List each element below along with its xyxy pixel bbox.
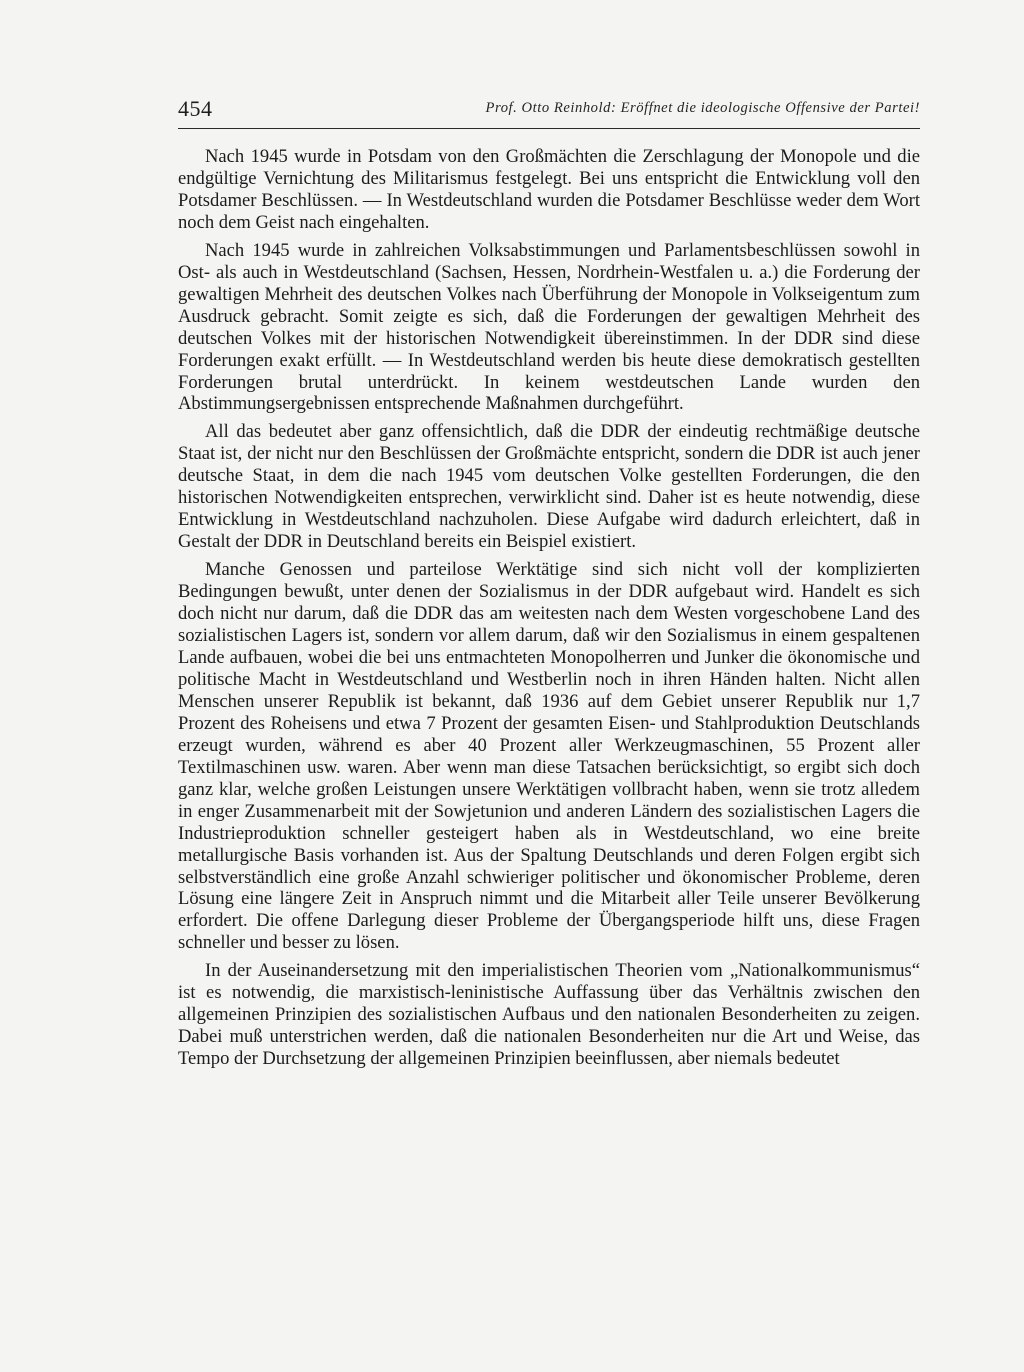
paragraph-2: Nach 1945 wurde in zahlreichen Volksabstimmungen und Parlamentsbeschlüssen sowohl in Ost- als auch in Westdeutschland (Sachsen, Hessen, Nordrhein-Westfalen u. a.) die Forderung der gewaltigen Mehrheit des deutschen Volkes nach Überführung der Monopole in Volkseigentum zum Ausdruck gebracht. Somit zeigte es sich, daß die Forderungen der gewaltigen Mehrheit des deutschen Volkes mit der historischen Notwendigkeit übereinstimmen. In der DDR sind diese Forderungen exakt erfüllt. — In Westdeutschland werden bis heute diese demokratisch gestellten Forderungen brutal unterdrückt. In keinem westdeutschen Lande wurden den Abstimmungsergebnissen entsprechende Maßnahmen durchgeführt. — [178, 239, 920, 415]
paragraph-3: All das bedeutet aber ganz offensichtlich, daß die DDR der eindeutig rechtmäßige deutsche Staat ist, der nicht nur den Beschlüssen der Großmächte entspricht, sondern die DDR ist auch jener deutsche Staat, in dem die nach 1945 vom deutschen Volke gestellten Forderungen, die den historischen Notwendigkeiten entsprechen, verwirklicht sind. Daher ist es heute notwendig, diese Entwicklung in Westdeutschland nachzuholen. Diese Aufgabe wird dadurch erleichtert, daß in Gestalt der DDR in Deutschland bereits ein Beispiel existiert. — [178, 421, 920, 553]
paragraph-1: Nach 1945 wurde in Potsdam von den Großmächten die Zerschlagung der Monopole und die endgültige Vernichtung des Militarismus festgelegt. Bei uns entspricht die Entwicklung voll den Potsdamer Beschlüssen. — In Westdeutschland wurden die Potsdamer Beschlüsse weder dem Wort noch dem Geist nach eingehalten. — [178, 146, 920, 233]
page-header — [178, 96, 920, 129]
page-number: 454 — [178, 96, 213, 121]
paragraph-4: Manche Genossen und parteilose Werktätige sind sich nicht voll der komplizierten Bedingungen bewußt, unter denen der Sozialismus in der DDR aufgebaut wird. Handelt es sich doch nicht nur darum, daß die DDR das am weitesten nach dem Westen vorgeschobene Land des sozialistischen Lagers ist, sondern vor allem darum, daß wir den Sozialismus in einem gespaltenen Lande aufbauen, wobei die bei uns entmachteten Monopolherren und Junker die ökonomische und politische Macht in Westdeutschland und Westberlin noch in ihren Händen halten. Nicht allen Menschen unserer Republik ist bekannt, daß 1936 auf dem Gebiet unserer Republik nur 1,7 Prozent des Roheisens und etwa 7 Prozent der gesamten Eisen- und Stahlproduktion Deutschlands erzeugt wurden, während es aber 40 Prozent aller Werkzeugmaschinen, 55 Prozent aller Textilmaschinen usw. waren. Aber wenn man diese Tatsachen berücksichtigt, so ergibt sich doch ganz klar, welche großen Leistungen unsere Werktätigen vollbracht haben, wenn sie trotz alledem in enger Zusammenarbeit mit der Sowjetunion und anderen Ländern des sozialistischen Lagers die Industrieproduktion schneller gesteigert haben als in Westdeutschland, wo eine breite metallurgische Basis vorhanden ist. Aus der Spaltung Deutschlands und deren Folgen ergibt sich selbstverständlich eine große Anzahl schwieriger politischer und ökonomischer Probleme, deren Lösung eine längere Zeit in Anspruch nimmt und die Mitarbeit aller Teile unserer Bevölkerung erfordert. Die offene Darlegung dieser Probleme der Übergangsperiode hilft uns, diese Fragen schneller und besser zu lösen. — [178, 559, 920, 954]
body-text — [178, 146, 920, 1076]
paragraph-5: In der Auseinandersetzung mit den imperialistischen Theorien vom „Nationalkommunismus“ ist es notwendig, die marxistisch-leninistische Auffassung über das Verhältnis zwischen den allgemeinen Prinzipien des sozialistischen Aufbaus und den nationalen Besonderheiten zu zeigen. Dabei muß unterstrichen werden, daß die nationalen Besonderheiten nur die Art und Weise, das Tempo der Durchsetzung der allgemeinen Prinzipien beeinflussen, aber niemals bedeutet — [178, 960, 920, 1070]
running-head: Prof. Otto Reinhold: Eröffnet die ideologische Offensive der Partei! — [485, 100, 920, 116]
